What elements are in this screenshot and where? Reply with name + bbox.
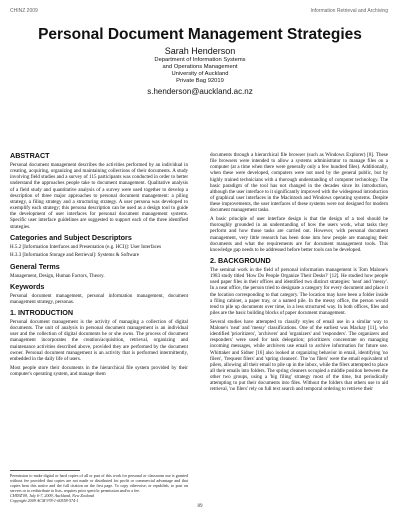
running-header: [10, 8, 388, 18]
footnote-rule: [10, 470, 80, 471]
author-block: [0, 46, 400, 97]
abstract-heading: ABSTRACT: [10, 151, 50, 160]
background-paragraph-2: Several studies have attempted to classify styles of email use in a similar way to Malone's 'neat' and 'messy' classifications. One of the earliest was Mackay [11], who identified 'prioritizers', 'archivers' and 'organizers' and 'responders'. The organizers and responders' were used for task delegation; prioritizers concentrate on managing incoming messages, while archivers use email to archive information for future use. Whittaker and Sidner [16] also looked at organizing behavior in email, identifying 'no filers', 'frequent filers' and 'spring cleaners'. The 'no filers' were the email equivalent of pilers, allowing all their email to pile up in the inbox, while the filers attempted to place all their emails into folders. The spring cleaners occupied a middle position between the other two groups, using a 'big filing' strategy most of the time, but periodically attempting to put their documents into files. Without the folders that others use to aid retrieval, 'no filers' rely on full text search and temporal ordering to retrieve their: [210, 318, 388, 393]
background-paragraph-1: The seminal work in the field of personal information management is Tom Malone's 1983 study titled 'How Do People Organize Their Desks?' [12]. He studied how people used paper files in their offices and identified two distinct strategies: 'neat' and 'messy'. In a neat office, the person tried to designate a category for every document and place it the location corresponding to that category. The location may have been a folder inside a filing cabinet, a paper tray, or a named pile. In the messy office, the person would tend to pile up documents over time, in a less structured way. In both offices, files and piles are the basic building blocks of paper document management.: [210, 267, 388, 317]
author-university: University of Auckland: [171, 71, 229, 78]
author-name: Sarah Henderson: [164, 46, 236, 56]
author-address: Private Bag 92019: [176, 78, 224, 85]
header-track: Information Retrieval and Archiving: [310, 8, 388, 14]
author-dept-1: Department of Information Systems: [154, 57, 246, 63]
acm-line: Copyright 2009 ACM 978-1-60558-574-1: [10, 498, 79, 503]
author-email: s.henderson@auckland.ac.nz: [147, 87, 253, 97]
intro-paragraph-2: Most people store their documents in the hierarchical file system provided by their computer's operating system, and manage them: [10, 364, 188, 377]
left-column: [10, 152, 188, 379]
category-item-1: H.5.2 [Information Interfaces and Presentation (e.g. HCI)]: User Interfaces: [10, 243, 162, 250]
intro-paragraph-1: Personal document management is the activity of managing a collection of digital documents. The unit of analysis in personal document management is an individual user and the collection of digital documents he or she owns. The process of document management incorporates the creation/acquisition, retrieval, organizing and maintenance activities described above, provided they are performed by the document owner. Personal document management is an activity that is performed intermittently, embedded in the daily life of users.: [10, 319, 188, 362]
author-dept-2: and Operations Management: [162, 64, 238, 71]
categories-heading: Categories and Subject Descriptors: [10, 232, 132, 242]
background-heading: 2. BACKGROUND: [210, 256, 271, 265]
abstract-text: Personal document management describes the activities performed by an individual in creating, acquiring, organizing and maintaining collections of their documents. A study involving field studies and a survey of 115 participants was conducted in order to better understand the approaches people take to document management. Qualitative analysis of a field study and quantitative analysis of a survey were used together to develop a description of three major approaches to personal document management: a piling strategy, a filing strategy and a structuring strategy. A user persona was developed to exemplify each strategy; this persona description can be used as a design tool to guide the development of user interfaces for personal document management systems. Specific user interface guidelines are suggested to support each of the three identified strategies.: [10, 162, 188, 230]
copyright-text: Permission to make digital or hard copies of all or part of this work for personal or classroom use is granted without fee provided that copies are not made or distributed for profit or commercial advantage and that copies bear this notice and the full citation on the first page. To copy otherwise, or republish, to post on servers or to redistribute to lists, requires prior specific permission and/or a fee.: [10, 473, 188, 493]
right-paragraph-2: A basic principle of user interface design is that the design of a tool should be thoroughly grounded in an understanding of how the users work, what tasks they perform and how those tasks are carried out. However, with personal document management, very little research has been done into how people are managing their documents and what the requirements are for document management tools. This knowledge gap needs to be addressed before better tools can be developed.: [210, 216, 388, 253]
page-number: 89: [197, 504, 203, 509]
header-conference: CHINZ 2009: [10, 8, 38, 14]
keywords-text: Personal document management, personal information management, document management strategy, personas.: [10, 292, 188, 305]
intro-heading: 1. INTRODUCTION: [10, 308, 74, 317]
copyright-notice: [10, 470, 188, 503]
paper-title: Personal Document Management Strategies: [38, 26, 362, 43]
right-paragraph-1: documents through a hierarchical file browser (such as Windows Explorer) [8]. These file browsers were intended to allow a systems administrator to manage files on a computer (at a time when there were generally only a few hundred files). Additionally, when these were developed, computers were not used by the general public, but by highly trained technicians with a thorough understanding of computer technology. The basic paradigm of the tool has not changed in the decades since its introduction, although the user interface to it significantly improved with the widespread introduction of graphical user interfaces in the Macintosh and Windows operating systems. Despite these improvements, the user interfaces of these systems were not designed for modern document management tasks.: [210, 152, 388, 214]
conference-line: CHINZ'09, July 6-7, 2009, Auckland, New Zealand: [10, 493, 94, 498]
right-column: [210, 152, 388, 395]
keywords-heading: Keywords: [10, 281, 45, 291]
general-terms-text: Management, Design, Human Factors, Theory.: [10, 272, 105, 279]
category-item-2: H.3.3 [Information Storage and Retrieval]: Systems & Software: [10, 252, 140, 259]
general-terms-heading: General Terms: [10, 261, 60, 271]
